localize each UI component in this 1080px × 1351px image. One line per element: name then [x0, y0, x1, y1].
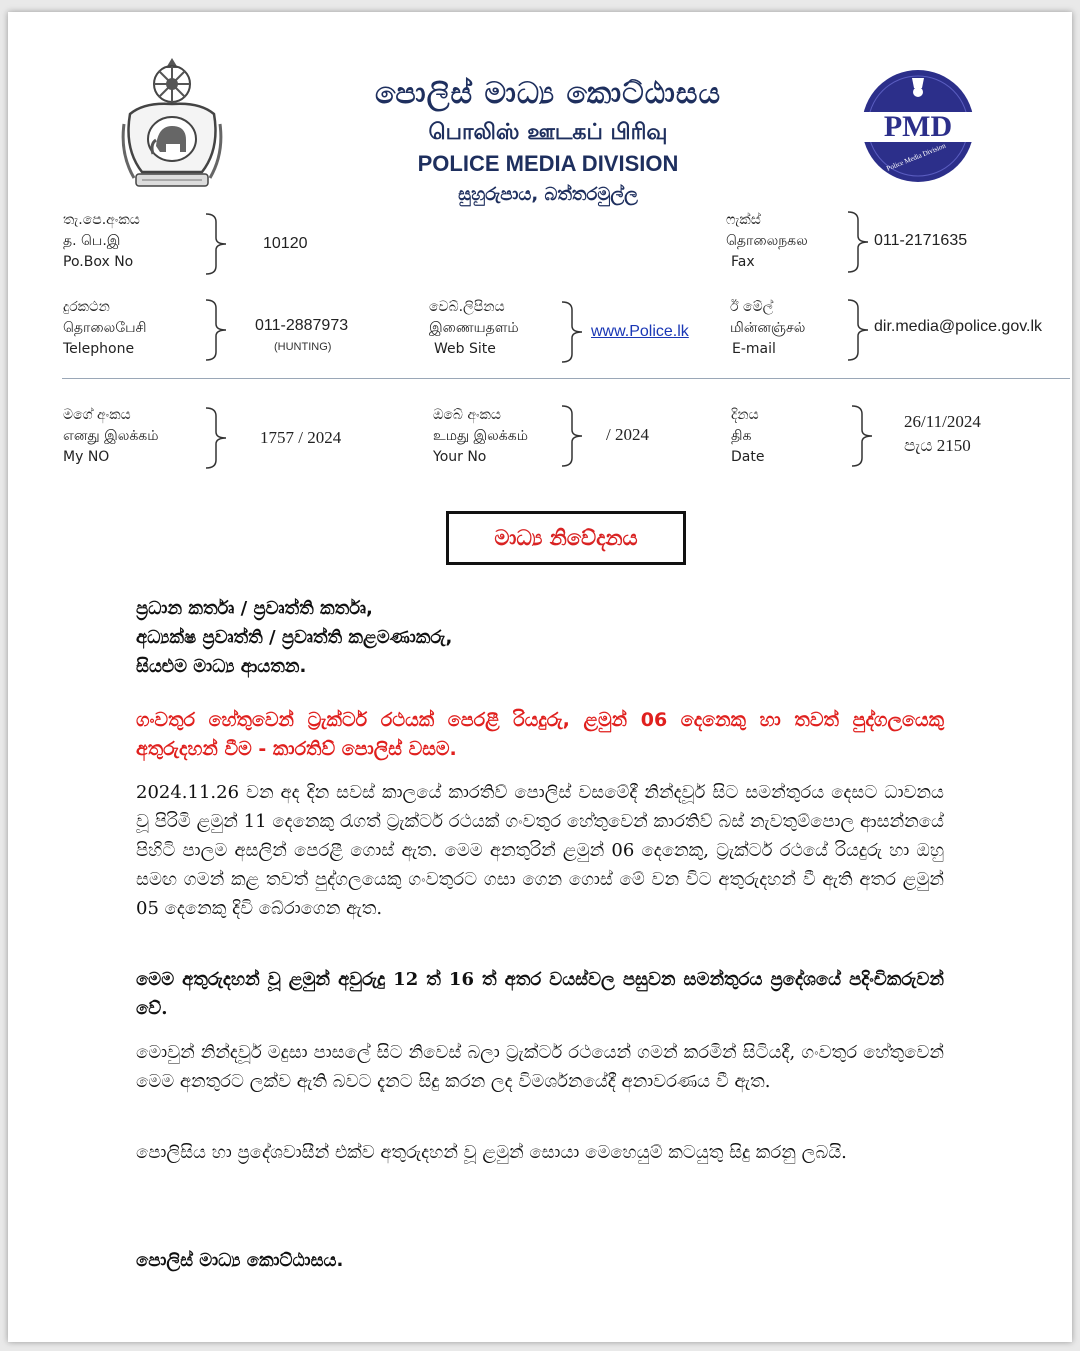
title-tamil: பொலிஸ் ஊடகப் பிரிவு	[428, 120, 668, 145]
fax-value: 011-2171635	[874, 232, 968, 249]
brace-icon	[850, 404, 880, 468]
fax-label-ta: தொலைநகல	[726, 233, 808, 249]
email-label-si: ඊ මේල්	[730, 299, 774, 315]
your-no-label-ta: உமது இலக்கம்	[433, 428, 528, 444]
your-no-label-en: Your No	[433, 449, 487, 465]
telephone-label-en: Telephone	[63, 341, 135, 357]
website-label-si: වෙබ්.ලිපිනය	[429, 299, 505, 315]
website-link[interactable]: www.Police.lk	[591, 323, 689, 340]
brace-icon	[204, 406, 234, 470]
telephone-note: (HUNTING)	[274, 341, 332, 353]
brace-icon	[204, 298, 234, 362]
email-labels	[730, 297, 805, 360]
pmd-logo-ring-text: Police Media Division	[885, 141, 947, 173]
body-paragraph-bold: මෙම අතුරුදහන් වූ ළමුන් අවුරුදු 12 ත් 16 ත් අතර වයස්වල පසුවන සමන්තුරය ප්‍රදේශයේ පදිංචිකරුවන් වේ.	[136, 969, 944, 1019]
fax-label-en: Fax	[731, 254, 755, 270]
brace-icon	[846, 298, 876, 362]
press-release-page	[8, 12, 1072, 1342]
brace-icon	[560, 404, 590, 468]
addressee-line: අධ්‍යක්ෂ ප්‍රවෘත්ති / ප්‍රවෘත්ති කළමණාකරු,	[136, 627, 453, 648]
website-label-ta: இணையதளம்	[429, 320, 519, 336]
my-no-label-en: My NO	[63, 449, 110, 465]
my-no-label-si: මගේ අංකය	[63, 407, 131, 423]
date-label-en: Date	[731, 449, 765, 465]
header-divider	[62, 378, 1070, 379]
date-label-ta: திக	[731, 428, 752, 444]
office-address: සුහුරුපාය, බත්තරමුල්ල	[458, 184, 638, 205]
date-value: 26/11/2024	[904, 412, 981, 431]
website-labels	[429, 297, 519, 360]
pobox-label-ta: த. பெ.இ	[63, 233, 121, 249]
telephone-label-ta: தொலைபேசி	[63, 320, 147, 336]
addressee-line: ප්‍රධාන කර්තෘ / ප්‍රවෘත්ති කර්තෘ,	[136, 598, 373, 619]
headline: ගංවතුර හේතුවෙන් ට්‍රැක්ටර් රථයක් පෙරළී රියදුරු, ළමුන් 06 දෙනෙකු හා තවත් පුද්ගලයෙකු අතුරුදහන් වීම - කාරතිව් පොලිස් වසම.	[136, 709, 944, 760]
date-label-si: දිනය	[731, 407, 759, 423]
body-paragraph: මොවුන් නින්දවූර් මදුසා පාසලේ සිට නිවෙස් බලා ට්‍රැක්ටර් රථයෙන් ගමන් කරමින් සිටියදී, ගංවතුර හේතුවෙන් මෙම අනතුරට ලක්ව ඇති බවට දැනට සිදු කරන ලද විමර්ශනයේදී අනාවරණය වී ඇත.	[136, 1042, 944, 1092]
my-no-labels	[63, 405, 159, 468]
addressee-block	[136, 594, 452, 681]
your-no-value: / 2024	[606, 425, 649, 444]
title-english: POLICE MEDIA DIVISION	[417, 151, 679, 176]
signature: පොලිස් මාධ්‍ය කොට්ඨාසය.	[136, 1250, 344, 1271]
title-sinhala: පොලිස් මාධ්‍ය කොට්ඨාසය	[374, 76, 722, 111]
body-paragraph: පොලිසිය හා ප්‍රදේශවාසීන් එක්ව අතුරුදහන් වූ ළමුන් සොයා මෙහෙයුම් කටයුතු සිදු කරනු ලබයි.	[136, 1142, 847, 1163]
pmd-logo	[860, 68, 976, 184]
telephone-labels	[63, 297, 147, 360]
telephone-value: 011-2887973	[255, 317, 349, 334]
brace-icon	[560, 300, 590, 364]
website-label-en: Web Site	[434, 341, 496, 357]
media-notice-title: මාධ්‍ය නිවේදනය	[446, 511, 686, 565]
body-paragraph: 2024.11.26 වන අද දින සවස් කාලයේ කාරතිව් පොලිස් වසමේදී නින්දවූර් සිට සමන්තුරය දෙසට ධාවනය වූ පිරිමි ළමුන් 11 දෙනෙකු රැගත් ට්‍රැක්ටර් රථයක් ගංවතුර හේතුවෙන් කාරතිව් බස් නැවතුම්පොල ආසන්නයේ පිහිටි පාලම අසලින් පෙරළී ගොස් ඇත. මෙම අනතුරින් ළමුන් 06 දෙනෙකු, ට්‍රැක්ටර් රථයේ රියදුරු හා ඔහු සමඟ ගමන් කළ තවත් පුද්ගලයෙකු ගංවතුරට ගසා ගෙන ගොස් මේ වන විට අතුරුදහන් වී ඇති අතර ළමුන් 05 දෙනෙකු දිවි බේරාගෙන ඇත.	[136, 782, 944, 919]
pobox-value: 10120	[263, 235, 308, 252]
date-labels	[731, 405, 764, 468]
email-label-ta: மின்னஞ்சல்	[730, 320, 806, 336]
my-no-value: 1757 / 2024	[260, 428, 342, 447]
email-label-en: E-mail	[732, 341, 776, 357]
brace-icon	[204, 212, 234, 276]
police-emblem-icon	[120, 54, 224, 196]
your-no-labels	[433, 405, 528, 468]
fax-labels	[726, 210, 808, 273]
time-value: පැය 2150	[904, 436, 971, 455]
telephone-label-si: දුරකථන	[63, 299, 110, 315]
brace-icon	[846, 210, 876, 274]
my-no-label-ta: எனது இலக்கம்	[63, 428, 159, 444]
email-value: dir.media@police.gov.lk	[874, 318, 1043, 335]
pobox-label-si: තැ.පෙ.අංකය	[63, 212, 140, 228]
pobox-labels	[63, 210, 140, 273]
addressee-line: සියළුම මාධ්‍ය ආයතන.	[136, 656, 307, 677]
fax-label-si: ෆැක්ස්	[726, 212, 761, 228]
pobox-label-en: Po.Box No	[63, 254, 134, 270]
pmd-logo-text: PMD	[883, 110, 953, 143]
your-no-label-si: ඔබේ අංකය	[433, 407, 501, 423]
